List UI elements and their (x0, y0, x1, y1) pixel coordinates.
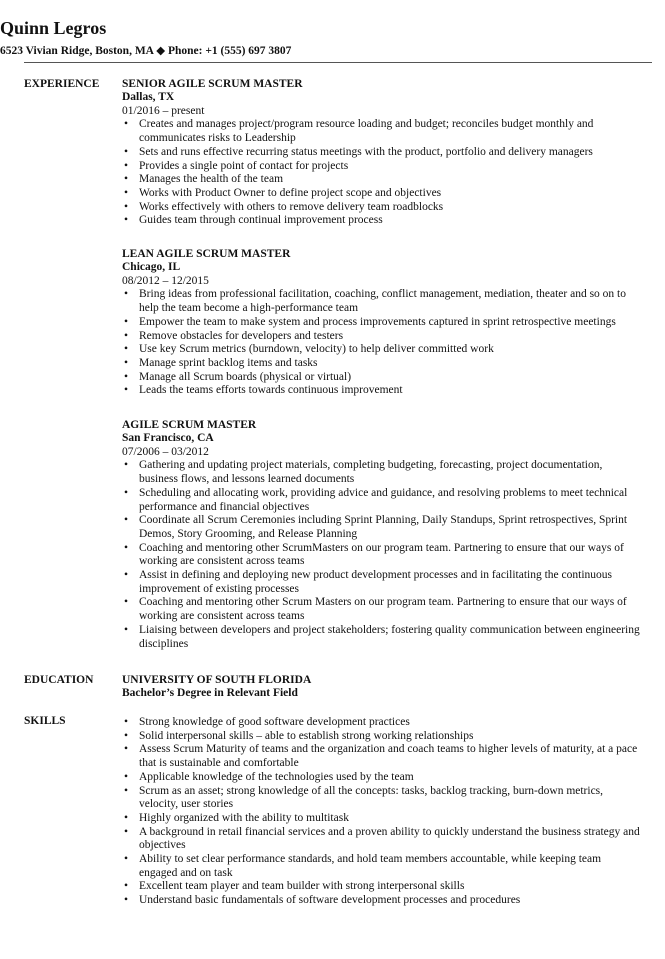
bullet-icon: • (124, 596, 129, 609)
skill-item: • Understand basic fundamentals of software development processes and procedures (124, 894, 521, 907)
bullet-icon: • (124, 894, 129, 907)
job-bullet: • Sets and runs effective recurring status meetings with the product, portfolio and delivery managers (124, 145, 593, 158)
job-dates: 01/2016 – present (122, 104, 205, 117)
contact-line: 6523 Vivian Ridge, Boston, MA ◆ Phone: +1 (555) 697 3807 (0, 45, 292, 57)
skills-entry (122, 716, 642, 908)
skill-item: • Assess Scrum Maturity of teams and the organization and coach teams to higher levels of maturity, at a pace that is sustainable and comfortable (124, 743, 638, 770)
bullet-icon: • (124, 880, 129, 893)
job-bullet: • Coaching and mentoring other Scrum Masters on our program team. Partnering to ensure that our ways of working are consistent across teams (124, 596, 627, 623)
bullet-icon: • (124, 716, 129, 728)
job-bullet: • Liaising between developers and project stakeholders; fostering quality communication between engineering disciplines (124, 623, 640, 650)
job-entry (122, 77, 642, 228)
job-bullet: • Empower the team to make system and process improvements captured in sprint retrospective meetings (124, 315, 616, 328)
bullet-icon: • (124, 486, 129, 499)
skill-item: • A background in retail financial services and a proven ability to quickly understand the business strategy and objectives (124, 825, 640, 852)
job-bullet: • Provides a single point of contact for projects (124, 159, 349, 172)
skill-item: • Highly organized with the ability to multitask (124, 811, 349, 824)
bullet-icon: • (124, 770, 129, 783)
bullet-icon: • (124, 784, 129, 797)
job-title: AGILE SCRUM MASTER (122, 419, 257, 431)
skill-item: • Excellent team player and team builder with strong interpersonal skills (124, 880, 465, 893)
header-divider (24, 62, 652, 63)
job-bullet: • Bring ideas from professional facilitation, coaching, conflict management, mediation, theater and so on to help the team become a high-performance team (124, 288, 627, 315)
education-entry (122, 673, 642, 701)
job-title: LEAN AGILE SCRUM MASTER (122, 248, 291, 260)
bullet-icon: • (124, 514, 129, 527)
job-bullet: • Remove obstacles for developers and testers (124, 329, 344, 342)
job-location: San Francisco, CA (122, 432, 214, 444)
job-bullet: • Leads the teams efforts towards continuous improvement (124, 384, 403, 397)
job-bullet: • Creates and manages project/program resource loading and budget; reconciles budget monthly and communicates risks to Leadership (124, 118, 594, 145)
job-location: Chicago, IL (122, 261, 181, 273)
bullet-icon: • (124, 623, 129, 636)
job-bullet: • Coaching and mentoring other ScrumMasters on our program team. Partnering to ensure that our ways of working are consistent across teams (124, 541, 624, 568)
bullet-icon: • (124, 315, 129, 328)
job-entry (122, 247, 642, 398)
school-name: UNIVERSITY OF SOUTH FLORIDA (122, 674, 312, 686)
skill-item: • Strong knowledge of good software development practices (124, 716, 410, 728)
bullet-icon: • (124, 173, 129, 186)
job-bullet: • Use key Scrum metrics (burndown, velocity) to help deliver committed work (124, 343, 494, 356)
job-bullet: • Manages the health of the team (124, 173, 284, 186)
job-bullet-list (122, 459, 642, 651)
bullet-icon: • (124, 118, 129, 131)
job-bullet: • Manage sprint backlog items and tasks (124, 356, 318, 369)
candidate-name: Quinn Legros (0, 18, 107, 38)
bullet-icon: • (124, 729, 129, 742)
job-location: Dallas, TX (122, 91, 175, 103)
bullet-icon: • (124, 288, 129, 301)
section-label-skills: SKILLS (24, 715, 66, 727)
skill-item: • Ability to set clear performance standards, and hold team members accountable, while keeping team engaged and on task (124, 853, 602, 879)
job-bullet: • Scheduling and allocating work, providing advice and guidance, and resolving problems to meet technical performance and financial objectives (124, 486, 628, 513)
job-bullet: • Assist in defining and deploying new product development processes and in facilitating the continuous improvement of existing processes (124, 569, 612, 595)
bullet-icon: • (124, 329, 129, 342)
job-dates: 08/2012 – 12/2015 (122, 274, 209, 287)
bullet-icon: • (124, 384, 129, 397)
job-bullet: • Works with Product Owner to define project scope and objectives (124, 186, 442, 199)
bullet-icon: • (124, 459, 129, 472)
bullet-icon: • (124, 370, 129, 383)
job-bullet: • Coordinate all Scrum Ceremonies including Sprint Planning, Daily Standups, Sprint retrospectives, Sprint Demos, Story Grooming, and Release Planning (124, 514, 628, 540)
bullet-icon: • (124, 214, 129, 227)
bullet-icon: • (124, 541, 129, 554)
bullet-icon: • (124, 145, 129, 158)
job-entry (122, 418, 642, 651)
section-label-experience: EXPERIENCE (24, 78, 100, 90)
bullet-icon: • (124, 356, 129, 369)
bullet-icon: • (124, 569, 129, 582)
bullet-icon: • (124, 743, 129, 756)
bullet-icon: • (124, 200, 129, 213)
job-bullet-list (122, 288, 642, 398)
bullet-icon: • (124, 853, 129, 866)
job-bullet: • Gathering and updating project materials, completing budgeting, forecasting, project documentation, business flows, and lessons learned documents (124, 459, 603, 486)
section-label-education: EDUCATION (24, 674, 94, 686)
skill-item: • Solid interpersonal skills – able to establish strong working relationships (124, 729, 474, 742)
job-dates: 07/2006 – 03/2012 (122, 445, 209, 458)
job-bullet: • Manage all Scrum boards (physical or virtual) (124, 370, 352, 383)
skill-item: • Scrum as an asset; strong knowledge of all the concepts: tasks, backlog tracking, burn-down metrics, velocity, user stories (124, 784, 604, 811)
job-bullet: • Works effectively with others to remove delivery team roadblocks (124, 200, 444, 213)
bullet-icon: • (124, 811, 129, 824)
skills-list (122, 716, 642, 908)
job-title: SENIOR AGILE SCRUM MASTER (122, 78, 303, 90)
bullet-icon: • (124, 343, 129, 356)
job-bullet-list (122, 118, 642, 228)
degree: Bachelor’s Degree in Relevant Field (122, 687, 298, 699)
skill-item: • Applicable knowledge of the technologies used by the team (124, 770, 414, 783)
bullet-icon: • (124, 825, 129, 838)
bullet-icon: • (124, 159, 129, 172)
job-bullet: • Guides team through continual improvement process (124, 214, 383, 227)
bullet-icon: • (124, 186, 129, 199)
